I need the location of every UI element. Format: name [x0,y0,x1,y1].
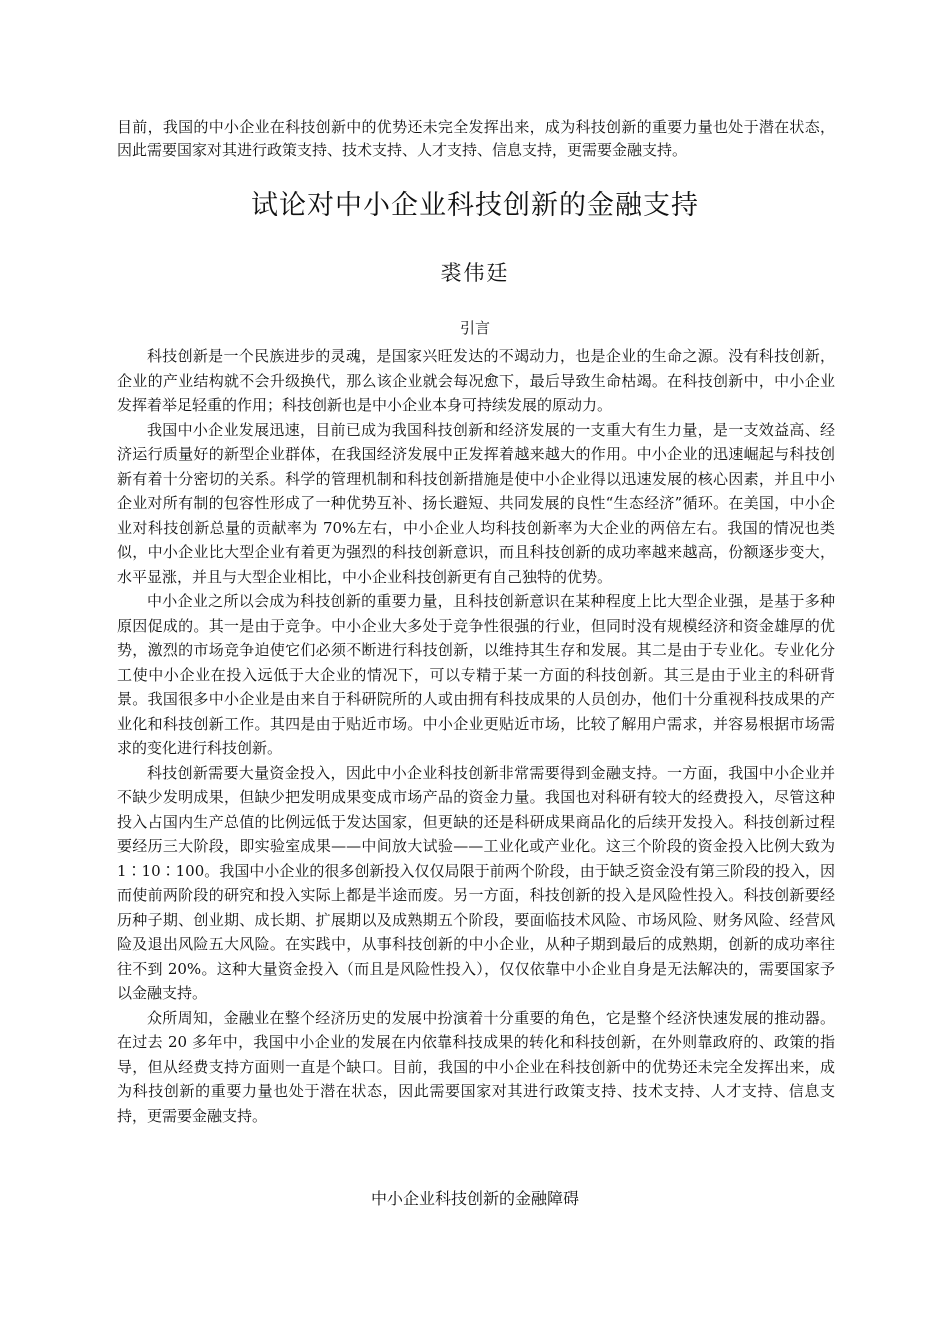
body-text [117,344,835,1128]
abstract-text: 目前，我国的中小企业在科技创新中的优势还未完全发挥出来，成为科技创新的重要力量也处于潜在状态，因此需要国家对其进行政策支持、技术支持、人才支持、信息支持，更需要金融支持。 [117,118,835,159]
paragraph: 科技创新需要大量资金投入，因此中小企业科技创新非常需要得到金融支持。一方面，我国中小企业并不缺少发明成果，但缺少把发明成果变成市场产品的资金力量。我国也对科研有较大的经费投入，尽管这种投入占国内生产总值的比例远低于发达国家，但更缺的还是科研成果商品化的后续开发投入。科技创新过程要经历三大阶段，即实验室成果——中间放大试验——工业化或产业化。这三个阶段的资金投入比例大致为 1∶10∶100。我国中小企业的很多创新投入仅仅局限于前两个阶段，由于缺乏资金没有第三阶段的投入，因而使前两阶段的研究和投入实际上都是半途而废。另一方面，科技创新的投入是风险性投入。科技创新要经历种子期、创业期、成长期、扩展期以及成熟期五个阶段，要面临技术风险、市场风险、财务风险、经营风险及退出风险五大风险。在实践中，从事科技创新的中小企业，从种子期到最后的成熟期，创新的成功率往往不到 20%。这种大量资金投入（而且是风险性投入），仅仅依靠中小企业自身是无法解决的，需要国家予以金融支持。 [117,763,835,1002]
author-name: 裘伟廷 [440,261,510,285]
section-heading: 中小企业科技创新的金融障碍 [370,1189,579,1208]
paragraph: 中小企业之所以会成为科技创新的重要力量，且科技创新意识在某种程度上比大型企业强，是基于多种原因促成的。其一是由于竞争。中小企业大多处于竞争性很强的行业，但同时没有规模经济和资金雄厚的优势，激烈的市场竞争迫使它们必须不断进行科技创新，以维持其生存和发展。其二是由于专业化。专业化分工使中小企业在投入远低于大企业的情况下，可以专精于某一方面的科技创新。其三是由于业主的科研背景。我国很多中小企业是由来自于科研院所的人或由拥有科技成果的人员创办，他们十分重视科技成果的产业化和科技创新工作。其四是由于贴近市场。中小企业更贴近市场，比较了解用户需求，并容易根据市场需求的变化进行科技创新。 [117,592,835,757]
paper-title: 试论对中小企业科技创新的金融支持 [251,190,699,221]
paragraph: 众所周知，金融业在整个经济历史的发展中扮演着十分重要的角色，它是整个经济快速发展的推动器。在过去 20 多年中，我国中小企业的发展在内依靠科技成果的转化和科技创新，在外则靠政府的、政策的指导，但从经费支持方面则一直是个缺口。目前，我国的中小企业在科技创新中的优势还未完全发挥出来，成为科技创新的重要力量也处于潜在状态，因此需要国家对其进行政策支持、技术支持、人才支持、信息支持，更需要金融支持。 [117,1008,835,1125]
intro-heading: 引言 [459,319,490,337]
paragraph: 我国中小企业发展迅速，目前已成为我国科技创新和经济发展的一支重大有生力量，是一支效益高、经济运行质量好的新型企业群体，在我国经济发展中正发挥着越来越大的作用。中小企业的迅速崛起与科技创新有着十分密切的关系。科学的管理机制和科技创新措施是使中小企业得以迅速发展的核心因素，并且中小企业对所有制的包容性形成了一种优势互补、扬长避短、共同发展的良性“生态经济”循环。在美国，中小企业对科技创新总量的贡献率为 70%左右，中小企业人均科技创新率为大企业的两倍左右。我国的情况也类似，中小企业比大型企业有着更为强烈的科技创新意识，而且科技创新的成功率越来越高，份额逐步变大，水平显涨，并且与大型企业相比，中小企业科技创新更有自己独特的优势。 [117,420,835,586]
paragraph: 科技创新是一个民族进步的灵魂，是国家兴旺发达的不竭动力，也是企业的生命之源。没有科技创新，企业的产业结构就不会升级换代，那么该企业就会每况愈下，最后导致生命枯竭。在科技创新中，中小企业发挥着举足轻重的作用；科技创新也是中小企业本身可持续发展的原动力。 [117,347,835,414]
